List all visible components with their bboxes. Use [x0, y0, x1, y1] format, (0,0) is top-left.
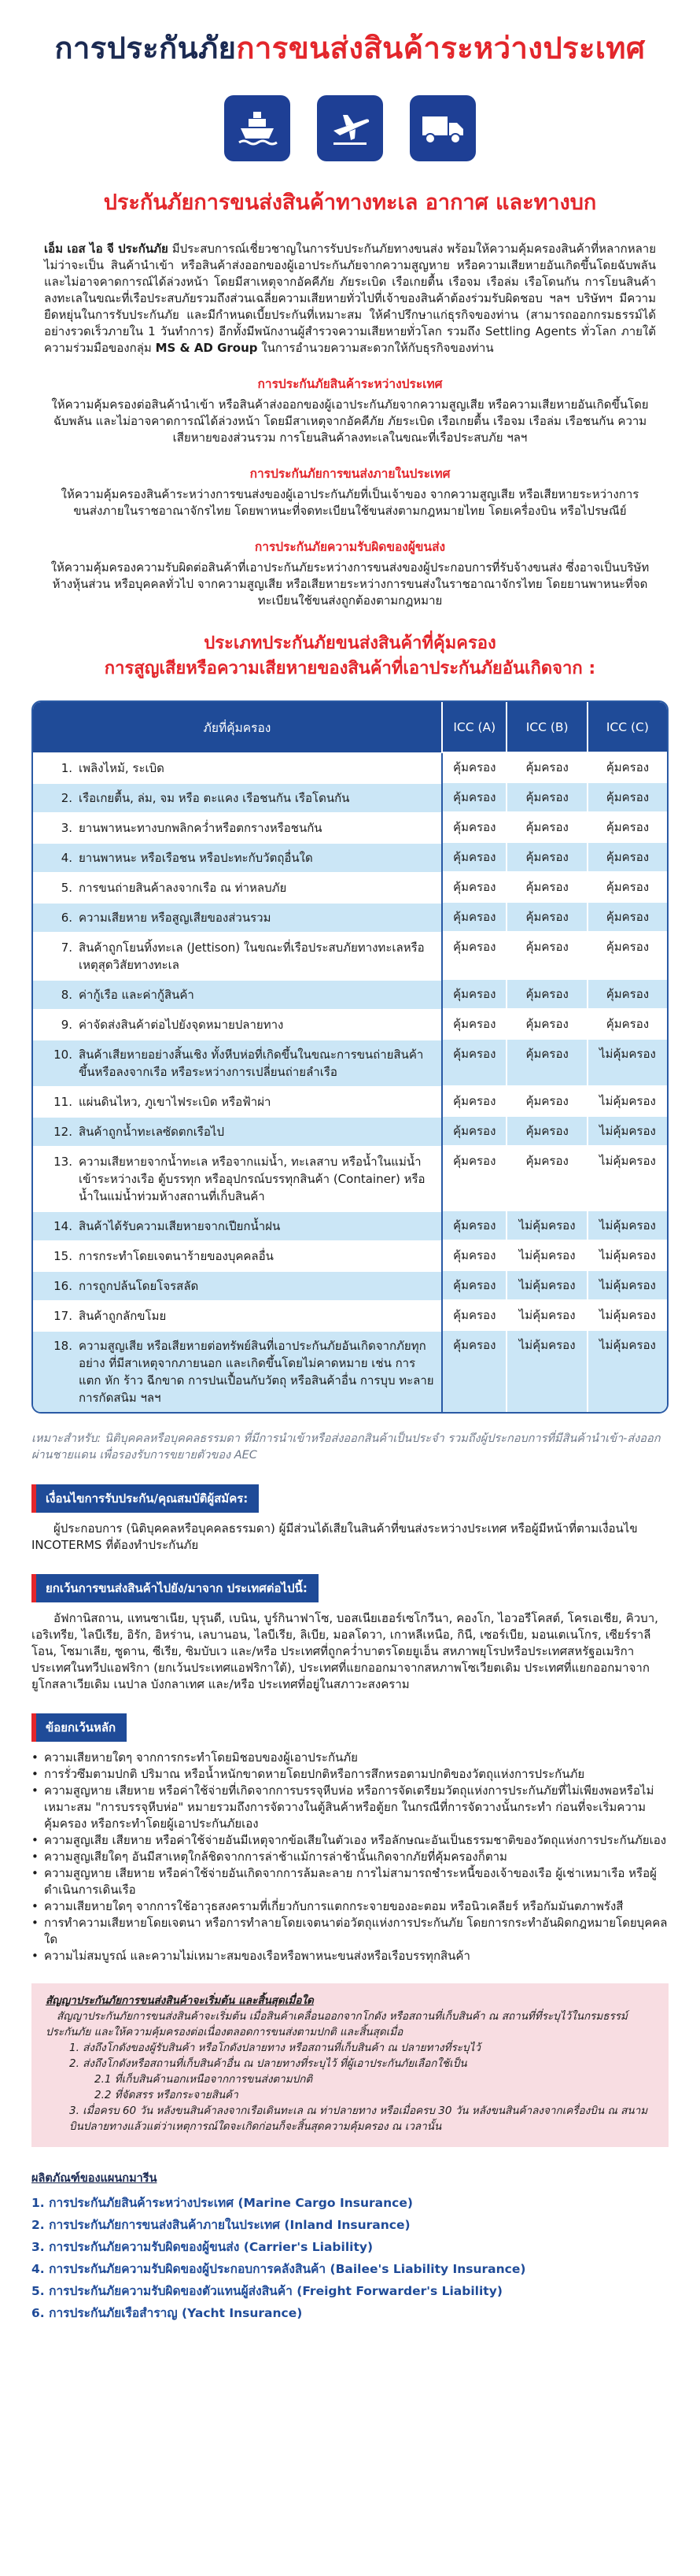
icc-c-cell: ไม่คุ้มครอง: [588, 1240, 667, 1270]
product-item: 4. การประกันภัยความรับผิดของผู้ประกอบการคลังสินค้า (Bailee's Liability Insurance): [31, 2262, 526, 2276]
risk-number: 17.: [53, 1309, 72, 1323]
truck-icon: [410, 95, 476, 161]
section-body: ให้ความคุ้มครองความรับผิดต่อสินค้าที่เอาประกันภัยระหว่างการขนส่งของผู้ประกอบการที่รับจ้างขนส่ง ซึ่งอาจเป็นบริษัท ห้างหุ้นส่วน หรือบุคคลทั่วไป จากความสูญเสีย หรือเสียหายระหว่างการขนส่งในราชอาณาจักรไทย โดยยานพาหนะที่จดทะเบียนใช้ขนส่งถูกต้องตามกฎหมาย: [50, 560, 650, 608]
risk-cell: [33, 752, 441, 782]
product-item: 6. การประกันภัยเรือสำราญ (Yacht Insurance): [31, 2306, 303, 2320]
excluded-countries-title: ยกเว้นการขนส่งสินค้าไปยัง/มาจาก ประเทศต่อไปนี้:: [31, 1574, 319, 1602]
icc-b-cell: คุ้มครอง: [507, 902, 587, 932]
risk-cell: [33, 1300, 441, 1330]
risk-number: 13.: [53, 1155, 72, 1169]
coverage-title: [0, 631, 700, 682]
icc-c-cell: ไม่คุ้มครอง: [588, 1330, 667, 1412]
section-title: การประกันภัยสินค้าระหว่างประเทศ: [257, 377, 443, 391]
coverage-row: [33, 1039, 667, 1086]
risk-cell: [33, 1146, 441, 1210]
icc-c-cell: คุ้มครอง: [588, 782, 667, 812]
risk-text: ค่าจัดส่งสินค้าต่อไปยังจุดหมายปลายทาง: [79, 1018, 284, 1032]
icc-b-cell: คุ้มครอง: [507, 872, 587, 902]
icc-b-cell: คุ้มครอง: [507, 782, 587, 812]
icc-b-cell: คุ้มครอง: [507, 1116, 587, 1146]
risk-text: ค่ากู้เรือ และค่ากู้สินค้า: [79, 988, 194, 1002]
coverage-row: [33, 1300, 667, 1330]
icc-c-cell: คุ้มครอง: [588, 872, 667, 902]
icc-a-cell: คุ้มครอง: [442, 1300, 507, 1330]
intro-text-1: มีประสบการณ์เชี่ยวชาญในการรับประกันภัยทางขนส่ง พร้อมให้ความคุ้มครองสินค้าที่หลากหลาย ไม่ว่าจะเป็น สินค้านำเข้า หรือสินค้าส่งออกของผู้เอาประกันภัยจากความสูญหาย หรือความเสียหายอันเกิดขึ้นโดยฉับพลัน และไม่อาจคาดการณ์ได้ล่วงหน้า โดยมีสาเหตุจากอัคคีภัย ภัยระเบิด เรือเกยตื้น เรือจม เรือล่ม เรือโดนกัน การโยนสินค้าลงทะเลในขณะที่เรือประสบภัยรวมถึงส่วนเฉลี่ยความเสียหายทั่วไปที่เจ้าของสินค้าต้องร่วมรับผิดชอบ ฯลฯ บริษัทฯ มีความยืดหยุ่นในการรับประกันภัย และมีกำหนดเบี้ยประกันที่เหมาะสม ให้คำปรึกษาแก่ธุรกิจของท่าน (สามารถออกกรมธรรม์ได้อย่างรวดเร็วภายใน 1 วันทำการ) อีกทั้งมีพนักงานผู้สำรวจความเสียหายทั่วโลก รวมถึง Settling Agents ทั่วโลก ภายใต้ความร่วมมือของกลุ่ม: [44, 242, 656, 355]
risk-number: 16.: [53, 1279, 72, 1293]
risk-cell: [33, 842, 441, 872]
risk-number: 8.: [61, 988, 72, 1002]
coverage-row: [33, 932, 667, 979]
icc-a-cell: คุ้มครอง: [442, 842, 507, 872]
header-icc-c: ICC (C): [588, 702, 667, 752]
page-subtitle: ประกันภัยการขนส่งสินค้าทางทะเล อากาศ และทางบก: [103, 190, 597, 215]
icc-a-cell: คุ้มครอง: [442, 1039, 507, 1086]
coverage-row: [33, 1116, 667, 1146]
coverage-table-body: [33, 752, 667, 1412]
risk-cell: [33, 812, 441, 842]
section-title: การประกันภัยความรับผิดของผู้ขนส่ง: [254, 540, 446, 554]
icc-b-cell: คุ้มครอง: [507, 1009, 587, 1039]
icc-c-cell: ไม่คุ้มครอง: [588, 1210, 667, 1240]
icc-c-cell: ไม่คุ้มครอง: [588, 1116, 667, 1146]
eligibility-body: ผู้ประกอบการ (นิติบุคคลหรือบุคคลธรรมดา) ผู้มีส่วนได้เสียในสินค้าที่ขนส่งระหว่างประเทศ หรือผู้มีหน้าที่ตามเงื่อนไข INCOTERMS ที่ต้องทำประกันภัย: [31, 1521, 638, 1552]
coverage-period-item: 2. ส่งถึงโกดังหรือสถานที่เก็บสินค้าอื่น ณ ปลายทางที่ระบุไว้ ที่ผู้เอาประกันภัยเลือกใช้เป็น: [69, 2057, 467, 2070]
coverage-row: [33, 1086, 667, 1116]
icc-b-cell: คุ้มครอง: [507, 1086, 587, 1116]
company-name: เอ็ม เอส ไอ จี ประกันภัย: [44, 242, 168, 256]
risk-number: 4.: [61, 851, 72, 865]
risk-cell: [33, 782, 441, 812]
icc-c-cell: ไม่คุ้มครอง: [588, 1086, 667, 1116]
suitable-for-note: เหมาะสำหรับ: นิติบุคคลหรือบุคคลธรรมดา ที่มีการนำเข้าหรือส่งออกสินค้าเป็นประจำ รวมถึงผู้ประกอบการที่มีสินค้านำเข้า-ส่งออกผ่านชายแดน เพื่อรองรับการขยายตัวของ AEC: [31, 1432, 661, 1462]
exclusion-item: • การทำความเสียหายโดยเจตนา หรือการทำลายโดยเจตนาต่อวัตถุแห่งการประกันภัย โดยการกระทำอันผิดกฎหมายโดยบุคคลใด: [31, 1915, 669, 1948]
risk-text: ความเสียหายจากน้ำทะเล หรือจากแม่น้ำ, ทะเลสาบ หรือน้ำในแม่น้ำเข้าระหว่างเรือ ตู้บรรทุก หรืออุปกรณ์บรรทุกสินค้า (Container) หรือน้ำในแม่น้ำท่วมห้างสถานที่เก็บสินค้า: [79, 1155, 426, 1203]
risk-text: ความเสียหาย หรือสูญเสียของส่วนรวม: [79, 911, 271, 925]
eligibility-section: [0, 1484, 700, 1554]
risk-cell: [33, 1240, 441, 1270]
exclusion-item: • การรั่วซึมตามปกติ ปริมาณ หรือน้ำหนักขาดหายโดยปกติหรือการสึกหรอตามปกติของวัตถุแห่งการประกันภัย: [31, 1766, 669, 1783]
icc-b-cell: คุ้มครอง: [507, 979, 587, 1009]
icc-b-cell: คุ้มครอง: [507, 1146, 587, 1210]
coverage-row: [33, 1210, 667, 1240]
coverage-title-line2: การสูญเสียหรือความเสียหายของสินค้าที่เอาประกันภัยอันเกิดจาก :: [104, 659, 596, 678]
exclusion-item: • ความเสียหายใดๆ จากการกระทำโดยมิชอบของผู้เอาประกันภัย: [31, 1750, 669, 1766]
coverage-row: [33, 1270, 667, 1300]
airplane-icon: [317, 95, 383, 161]
icc-a-cell: คุ้มครอง: [442, 782, 507, 812]
icc-a-cell: คุ้มครอง: [442, 1086, 507, 1116]
intro-text-2: ในการอำนวยความสะดวกให้กับธุรกิจของท่าน: [257, 341, 494, 355]
intro-paragraph: [44, 241, 656, 357]
products-list: [31, 2192, 669, 2324]
icc-b-cell: ไม่คุ้มครอง: [507, 1300, 587, 1330]
exclusion-item: • ความสูญเสียใดๆ อันมีสาเหตุใกล้ชิดจากการล่าช้าแม้การล่าช้านั้นเกิดจากภัยที่คุ้มครองก็ตาม: [31, 1849, 669, 1865]
risk-cell: [33, 1086, 441, 1116]
risk-text: เรือเกยตื้น, ล่ม, จม หรือ ตะแคง เรือชนกัน เรือโดนกัน: [79, 791, 350, 805]
coverage-row: [33, 1009, 667, 1039]
icc-b-cell: คุ้มครอง: [507, 842, 587, 872]
section-title: การประกันภัยการขนส่งภายในประเทศ: [249, 467, 451, 481]
icc-c-cell: คุ้มครอง: [588, 842, 667, 872]
risk-cell: [33, 1116, 441, 1146]
icc-b-cell: ไม่คุ้มครอง: [507, 1330, 587, 1412]
icc-a-cell: คุ้มครอง: [442, 979, 507, 1009]
exclusions-list: [31, 1750, 669, 1964]
coverage-row: [33, 1330, 667, 1412]
coverage-row: [33, 902, 667, 932]
coverage-row: [33, 842, 667, 872]
icc-a-cell: คุ้มครอง: [442, 1009, 507, 1039]
section-inland-transport: [0, 464, 700, 519]
risk-number: 5.: [61, 881, 72, 895]
coverage-period-intro: สัญญาประกันภัยการขนส่งสินค้าจะเริ่มต้น เมื่อสินค้าเคลื่อนออกจากโกดัง หรือสถานที่เก็บสินค้า ณ สถานที่ที่ระบุไว้ในกรมธรรม์ประกันภัย และให้ความคุ้มครองต่อเนื่องตลอดการขนส่งตามปกติ และสิ้นสุดเมื่อ: [46, 2010, 628, 2038]
ship-icon: [224, 95, 290, 161]
coverage-row: [33, 979, 667, 1009]
coverage-period-subitem: 2.2 ที่จัดสรร หรือกระจายสินค้า: [94, 2089, 238, 2101]
icc-c-cell: คุ้มครอง: [588, 1009, 667, 1039]
section-body: ให้ความคุ้มครองสินค้าระหว่างการขนส่งของผู้เอาประกันภัยที่เป็นเจ้าของ จากความสูญเสีย หรือเสียหายระหว่างการขนส่งภายในราชอาณาจักรไทย โดยพาหนะที่จดทะเบียนใช้ขนส่งตามกฎหมายไทย โดยเครื่องบิน หรือไปรษณีย์: [61, 487, 639, 518]
icc-a-cell: คุ้มครอง: [442, 1116, 507, 1146]
header-icc-b: ICC (B): [507, 702, 587, 752]
icc-a-cell: คุ้มครอง: [442, 902, 507, 932]
icc-a-cell: คุ้มครอง: [442, 1240, 507, 1270]
icc-c-cell: คุ้มครอง: [588, 752, 667, 782]
coverage-row: [33, 1146, 667, 1210]
products-section: [31, 2169, 669, 2324]
coverage-title-line1: ประเภทประกันภัยขนส่งสินค้าที่คุ้มครอง: [204, 634, 496, 653]
icc-b-cell: คุ้มครอง: [507, 932, 587, 979]
risk-text: การกระทำโดยเจตนาร้ายของบุคคลอื่น: [79, 1249, 274, 1263]
icc-a-cell: คุ้มครอง: [442, 752, 507, 782]
coverage-row: [33, 752, 667, 782]
icc-c-cell: ไม่คุ้มครอง: [588, 1270, 667, 1300]
coverage-table-header: [33, 702, 667, 752]
risk-number: 10.: [53, 1048, 72, 1062]
risk-number: 18.: [53, 1339, 72, 1353]
risk-cell: [33, 872, 441, 902]
icc-c-cell: คุ้มครอง: [588, 979, 667, 1009]
icc-c-cell: คุ้มครอง: [588, 812, 667, 842]
risk-text: สินค้าถูกโยนทิ้งทะเล (Jettison) ในขณะที่เรือประสบภัยทางทะเลหรือเหตุสุดวิสัยทางทะเล: [79, 941, 425, 972]
eligibility-title: เงื่อนไขการรับประกัน/คุณสมบัติผู้สมัคร:: [31, 1484, 259, 1513]
risk-number: 9.: [61, 1018, 72, 1032]
icc-b-cell: ไม่คุ้มครอง: [507, 1270, 587, 1300]
risk-text: ยานพาหนะทางบกพลิกคว่ำหรือตกรางหรือชนกัน: [79, 821, 322, 835]
icc-c-cell: ไม่คุ้มครอง: [588, 1146, 667, 1210]
risk-text: ยานพาหนะ หรือเรือชน หรือปะทะกับวัตถุอื่นใด: [79, 851, 313, 865]
exclusion-item: • ความไม่สมบูรณ์ และความไม่เหมาะสมของเรือหรือพาหนะขนส่งหรือเรือบรรทุกสินค้า: [31, 1948, 669, 1964]
risk-number: 7.: [61, 941, 72, 955]
risk-cell: [33, 979, 441, 1009]
risk-number: 14.: [53, 1219, 72, 1233]
coverage-table: [31, 700, 669, 1414]
risk-text: เพลิงไหม้, ระเบิด: [79, 761, 164, 775]
title-black-part: การประกันภัย: [54, 31, 237, 65]
risk-cell: [33, 1009, 441, 1039]
risk-number: 3.: [61, 821, 72, 835]
icc-a-cell: คุ้มครอง: [442, 1210, 507, 1240]
risk-text: สินค้าถูกน้ำทะเลซัดตกเรือไป: [79, 1125, 224, 1139]
transport-icons: [0, 95, 700, 161]
icc-b-cell: คุ้มครอง: [507, 1039, 587, 1086]
icc-c-cell: ไม่คุ้มครอง: [588, 1300, 667, 1330]
page-title: [0, 24, 700, 72]
risk-text: สินค้าเสียหายอย่างสิ้นเชิง ทั้งหีบห่อที่เกิดขึ้นในขณะการขนถ่ายสินค้าขึ้นหรือลงจากเรือ หรือระหว่างการเปลี่ยนถ่ายลำเรือ: [79, 1048, 424, 1079]
icc-a-cell: คุ้มครอง: [442, 812, 507, 842]
group-name: MS & AD Group: [155, 341, 258, 355]
risk-number: 1.: [61, 761, 72, 775]
risk-cell: [33, 932, 441, 979]
product-item: 3. การประกันภัยความรับผิดของผู้ขนส่ง (Carrier's Liability): [31, 2240, 374, 2254]
risk-text: แผ่นดินไหว, ภูเขาไฟระเบิด หรือฟ้าผ่า: [79, 1095, 271, 1109]
risk-text: การถูกปล้นโดยโจรสลัด: [79, 1279, 199, 1293]
risk-number: 15.: [53, 1249, 72, 1263]
icc-b-cell: คุ้มครอง: [507, 752, 587, 782]
product-item: 5. การประกันภัยความรับผิดของตัวแทนผู้ส่งสินค้า (Freight Forwarder's Liability): [31, 2284, 503, 2298]
coverage-period-title: สัญญาประกันภัยการขนส่งสินค้าจะเริ่มต้น และสิ้นสุดเมื่อใด: [46, 1994, 314, 2007]
risk-number: 2.: [61, 791, 72, 805]
exclusions-title: ข้อยกเว้นหลัก: [31, 1713, 127, 1742]
risk-cell: [33, 1039, 441, 1086]
risk-text: สินค้าได้รับความเสียหายจากเปียกน้ำฝน: [79, 1219, 281, 1233]
coverage-period-item: 3. เมื่อครบ 60 วัน หลังขนสินค้าลงจากเรือเดินทะเล ณ ท่าปลายทาง หรือเมื่อครบ 30 วัน หลังขนสินค้าลงจากเครื่องบิน ณ สนามบินปลายทางแล้วแต่ว่าเหตุการณ์ใดจะเกิดก่อนก็จะสิ้นสุดความคุ้มครอง ณ เวลานั้น: [69, 2105, 648, 2133]
coverage-period-item: 1. ส่งถึงโกดังของผู้รับสินค้า หรือโกดังปลายทาง หรือสถานที่เก็บสินค้า ณ ปลายทางที่ระบุไว้: [69, 2042, 481, 2054]
risk-cell: [33, 1270, 441, 1300]
risk-cell: [33, 1330, 441, 1412]
icc-b-cell: คุ้มครอง: [507, 812, 587, 842]
section-carrier-liability: [0, 537, 700, 609]
risk-number: 6.: [61, 911, 72, 925]
product-item: 1. การประกันภัยสินค้าระหว่างประเทศ (Marine Cargo Insurance): [31, 2196, 413, 2210]
icc-a-cell: คุ้มครอง: [442, 932, 507, 979]
risk-number: 11.: [53, 1095, 72, 1109]
header-icc-a: ICC (A): [442, 702, 507, 752]
risk-cell: [33, 1210, 441, 1240]
exclusion-item: • ความสูญหาย เสียหาย หรือค่าใช้จ่ายที่เกิดจากการบรรจุหีบห่อ หรือการจัดเตรียมวัตถุแห่งการประกันภัยที่ไม่เพียงพอหรือไม่เหมาะสม "การบรรจุหีบห่อ" หมายรวมถึงการจัดวางในตู้สินค้าหรือตู้ยก ในกรณีที่การจัดวางนั้นกระทำ ก่อนที่จะเริ่มความคุ้มครอง หรือกระทำโดยผู้เอาประกันภัยเอง: [31, 1783, 669, 1832]
icc-b-cell: ไม่คุ้มครอง: [507, 1240, 587, 1270]
coverage-row: [33, 1240, 667, 1270]
icc-c-cell: ไม่คุ้มครอง: [588, 1039, 667, 1086]
coverage-period-box: [31, 1983, 669, 2147]
exclusions-section: [0, 1713, 700, 1964]
risk-cell: [33, 902, 441, 932]
exclusion-item: • ความเสียหายใดๆ จากการใช้อาวุธสงครามที่เกี่ยวกับการแตกกระจายของอะตอม หรือนิวเคลียร์ หรือกัมมันตภาพรังสี: [31, 1898, 669, 1915]
excluded-countries-section: [0, 1574, 700, 1693]
exclusion-item: • ความสูญหาย เสียหาย หรือค่าใช้จ่ายอันเกิดจากการล้มละลาย การไม่สามารถชำระหนี้ของเจ้าของเรือ ผู้เช่าเหมาเรือ หรือผู้ดำเนินการเดินเรือ: [31, 1865, 669, 1898]
coverage-period-subitem: 2.1 ที่เก็บสินค้านอกเหนือจากการขนส่งตามปกติ: [94, 2073, 313, 2086]
section-body: ให้ความคุ้มครองต่อสินค้านำเข้า หรือสินค้าส่งออกของผู้เอาประกันภัยจากความสูญเสีย หรือความเสียหายอันเกิดขึ้นโดยฉับพลัน และไม่อาจคาดการณ์ได้ล่วงหน้า โดยมีสาเหตุจากอัคคีภัย ภัยระเบิด เรือเกยตื้น เรือจม เรือล่ม เรือชนกัน ความเสียหายของส่วนรวม การโยนสินค้าลงทะเลในขณะที่เรือประสบภัย ฯลฯ: [51, 397, 649, 445]
risk-text: ความสูญเสีย หรือเสียหายต่อทรัพย์สินที่เอาประกันภัยอันเกิดจากภัยทุกอย่าง ที่มีสาเหตุจากภายนอก และเกิดขึ้นโดยไม่คาดหมาย เช่น การแตก หัก ร้าว ฉีกขาด การปนเปื้อนกับวัตถุ หรือสินค้าอื่น การบุบ ทะลาย การกัดสนิม ฯลฯ: [79, 1339, 434, 1405]
header-risk: ภัยที่คุ้มครอง: [33, 702, 442, 752]
icc-a-cell: คุ้มครอง: [442, 872, 507, 902]
product-item: 2. การประกันภัยการขนส่งสินค้าภายในประเทศ (Inland Insurance): [31, 2218, 411, 2232]
icc-a-cell: คุ้มครอง: [442, 1330, 507, 1412]
icc-c-cell: คุ้มครอง: [588, 902, 667, 932]
risk-number: 12.: [53, 1125, 72, 1139]
coverage-row: [33, 782, 667, 812]
coverage-row: [33, 812, 667, 842]
title-red-part: การขนส่งสินค้าระหว่างประเทศ: [236, 31, 646, 65]
icc-c-cell: คุ้มครอง: [588, 932, 667, 979]
exclusion-item: • ความสูญเสีย เสียหาย หรือค่าใช้จ่ายอันมีเหตุจากข้อเสียในตัวเอง หรือลักษณะอันเป็นธรรมชาติของวัตถุแห่งการประกันภัยเอง: [31, 1832, 669, 1849]
products-title: ผลิตภัณฑ์ของแผนกมารีน: [31, 2172, 157, 2185]
icc-a-cell: คุ้มครอง: [442, 1146, 507, 1210]
icc-b-cell: ไม่คุ้มครอง: [507, 1210, 587, 1240]
icc-a-cell: คุ้มครอง: [442, 1270, 507, 1300]
excluded-countries-body: อัฟกานิสถาน, แทนซาเนีย, บุรุนดี, เบนิน, บูร์กินาฟาโซ, บอสเนียเฮอร์เซโกวีนา, คองโก, ไอวอรีโคสต์, โครเอเชีย, คิวบา, เอริเทรีย, ไลบีเรีย, อิรัก, อิหร่าน, เลบานอน, ไลบีเรีย, ลิเบีย, มอลโดวา, เกาหลีเหนือ, กินี, เซอร์เบีย, มอนเตเนโกร, เซียร์ราลีโอน, โซมาเลีย, ซูดาน, ซีเรีย, ซิมบับเว และ/หรือ ประเทศที่ถูกคว่ำบาตรโดยยูเอ็น สหภาพยุโรปหรือประเทศสหรัฐอเมริกา ประเทศในทวีปแอฟริกา (ยกเว้นประเทศแอฟริกาใต้), ประเทศที่แยกออกมาจากสหภาพโซเวียตเดิม ประเทศที่แยกออกมาจากยูโกสลาเวียเดิม เนปาล บังกลาเทศ และ/หรือ ประเทศที่อยู่ในสภาวะสงคราม: [31, 1611, 658, 1691]
section-international-cargo: [0, 374, 700, 446]
risk-text: สินค้าถูกลักขโมย: [79, 1309, 167, 1323]
risk-text: การขนถ่ายสินค้าลงจากเรือ ณ ท่าหลบภัย: [79, 881, 287, 895]
coverage-row: [33, 872, 667, 902]
